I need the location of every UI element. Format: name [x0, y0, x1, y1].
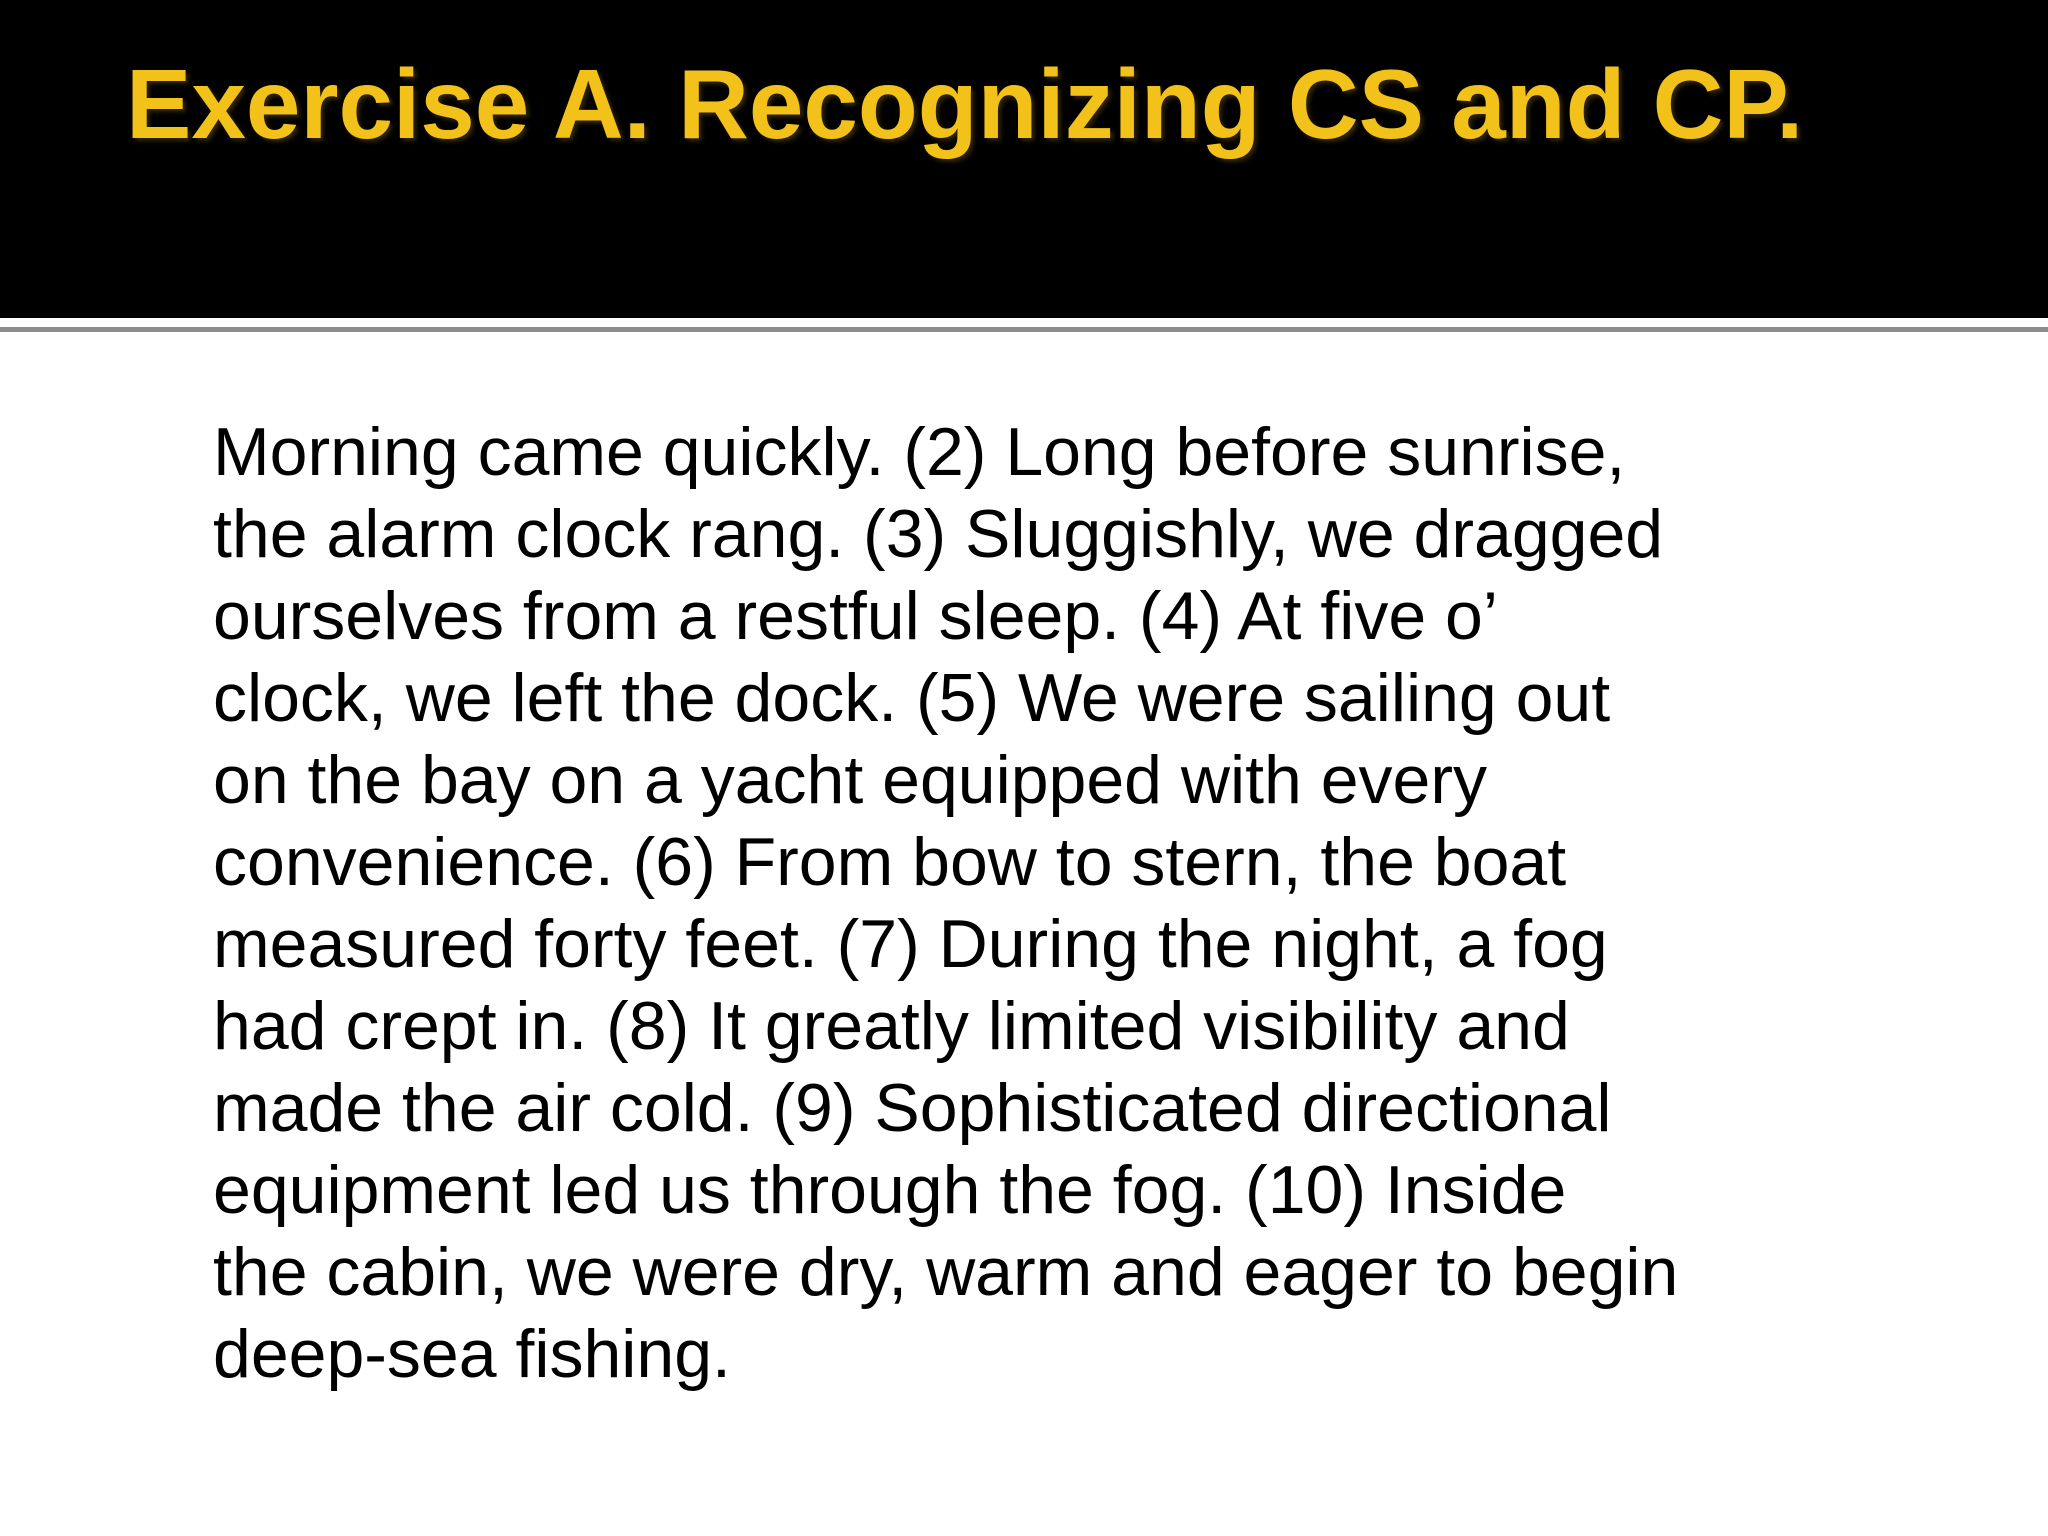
exercise-paragraph: [213, 411, 1973, 1395]
paragraph-line: Morning came quickly. (2) Long before sunrise,: [213, 414, 1626, 490]
paragraph-line: clock, we left the dock. (5) We were sailing out: [213, 660, 1611, 736]
paragraph-line: measured forty feet. (7) During the night, a fog: [213, 906, 1608, 982]
slide-title: Exercise A. Recognizing CS and CP.: [126, 49, 1804, 159]
paragraph-line: made the air cold. (9) Sophisticated directional: [213, 1070, 1612, 1146]
paragraph-line: the cabin, we were dry, warm and eager to begin: [213, 1234, 1679, 1310]
title-band: [0, 0, 2048, 318]
paragraph-line: deep-sea fishing.: [213, 1316, 731, 1392]
paragraph-line: had crept in. (8) It greatly limited visibility and: [213, 988, 1570, 1064]
paragraph-line: the alarm clock rang. (3) Sluggishly, we dragged: [213, 496, 1664, 572]
paragraph-line: equipment led us through the fog. (10) Inside: [213, 1152, 1567, 1228]
paragraph-line: on the bay on a yacht equipped with every: [213, 742, 1487, 818]
paragraph-line: ourselves from a restful sleep. (4) At five o’: [213, 578, 1498, 654]
title-divider: [0, 327, 2048, 332]
title-divider-light: [0, 318, 2048, 327]
paragraph-line: convenience. (6) From bow to stern, the boat: [213, 824, 1567, 900]
